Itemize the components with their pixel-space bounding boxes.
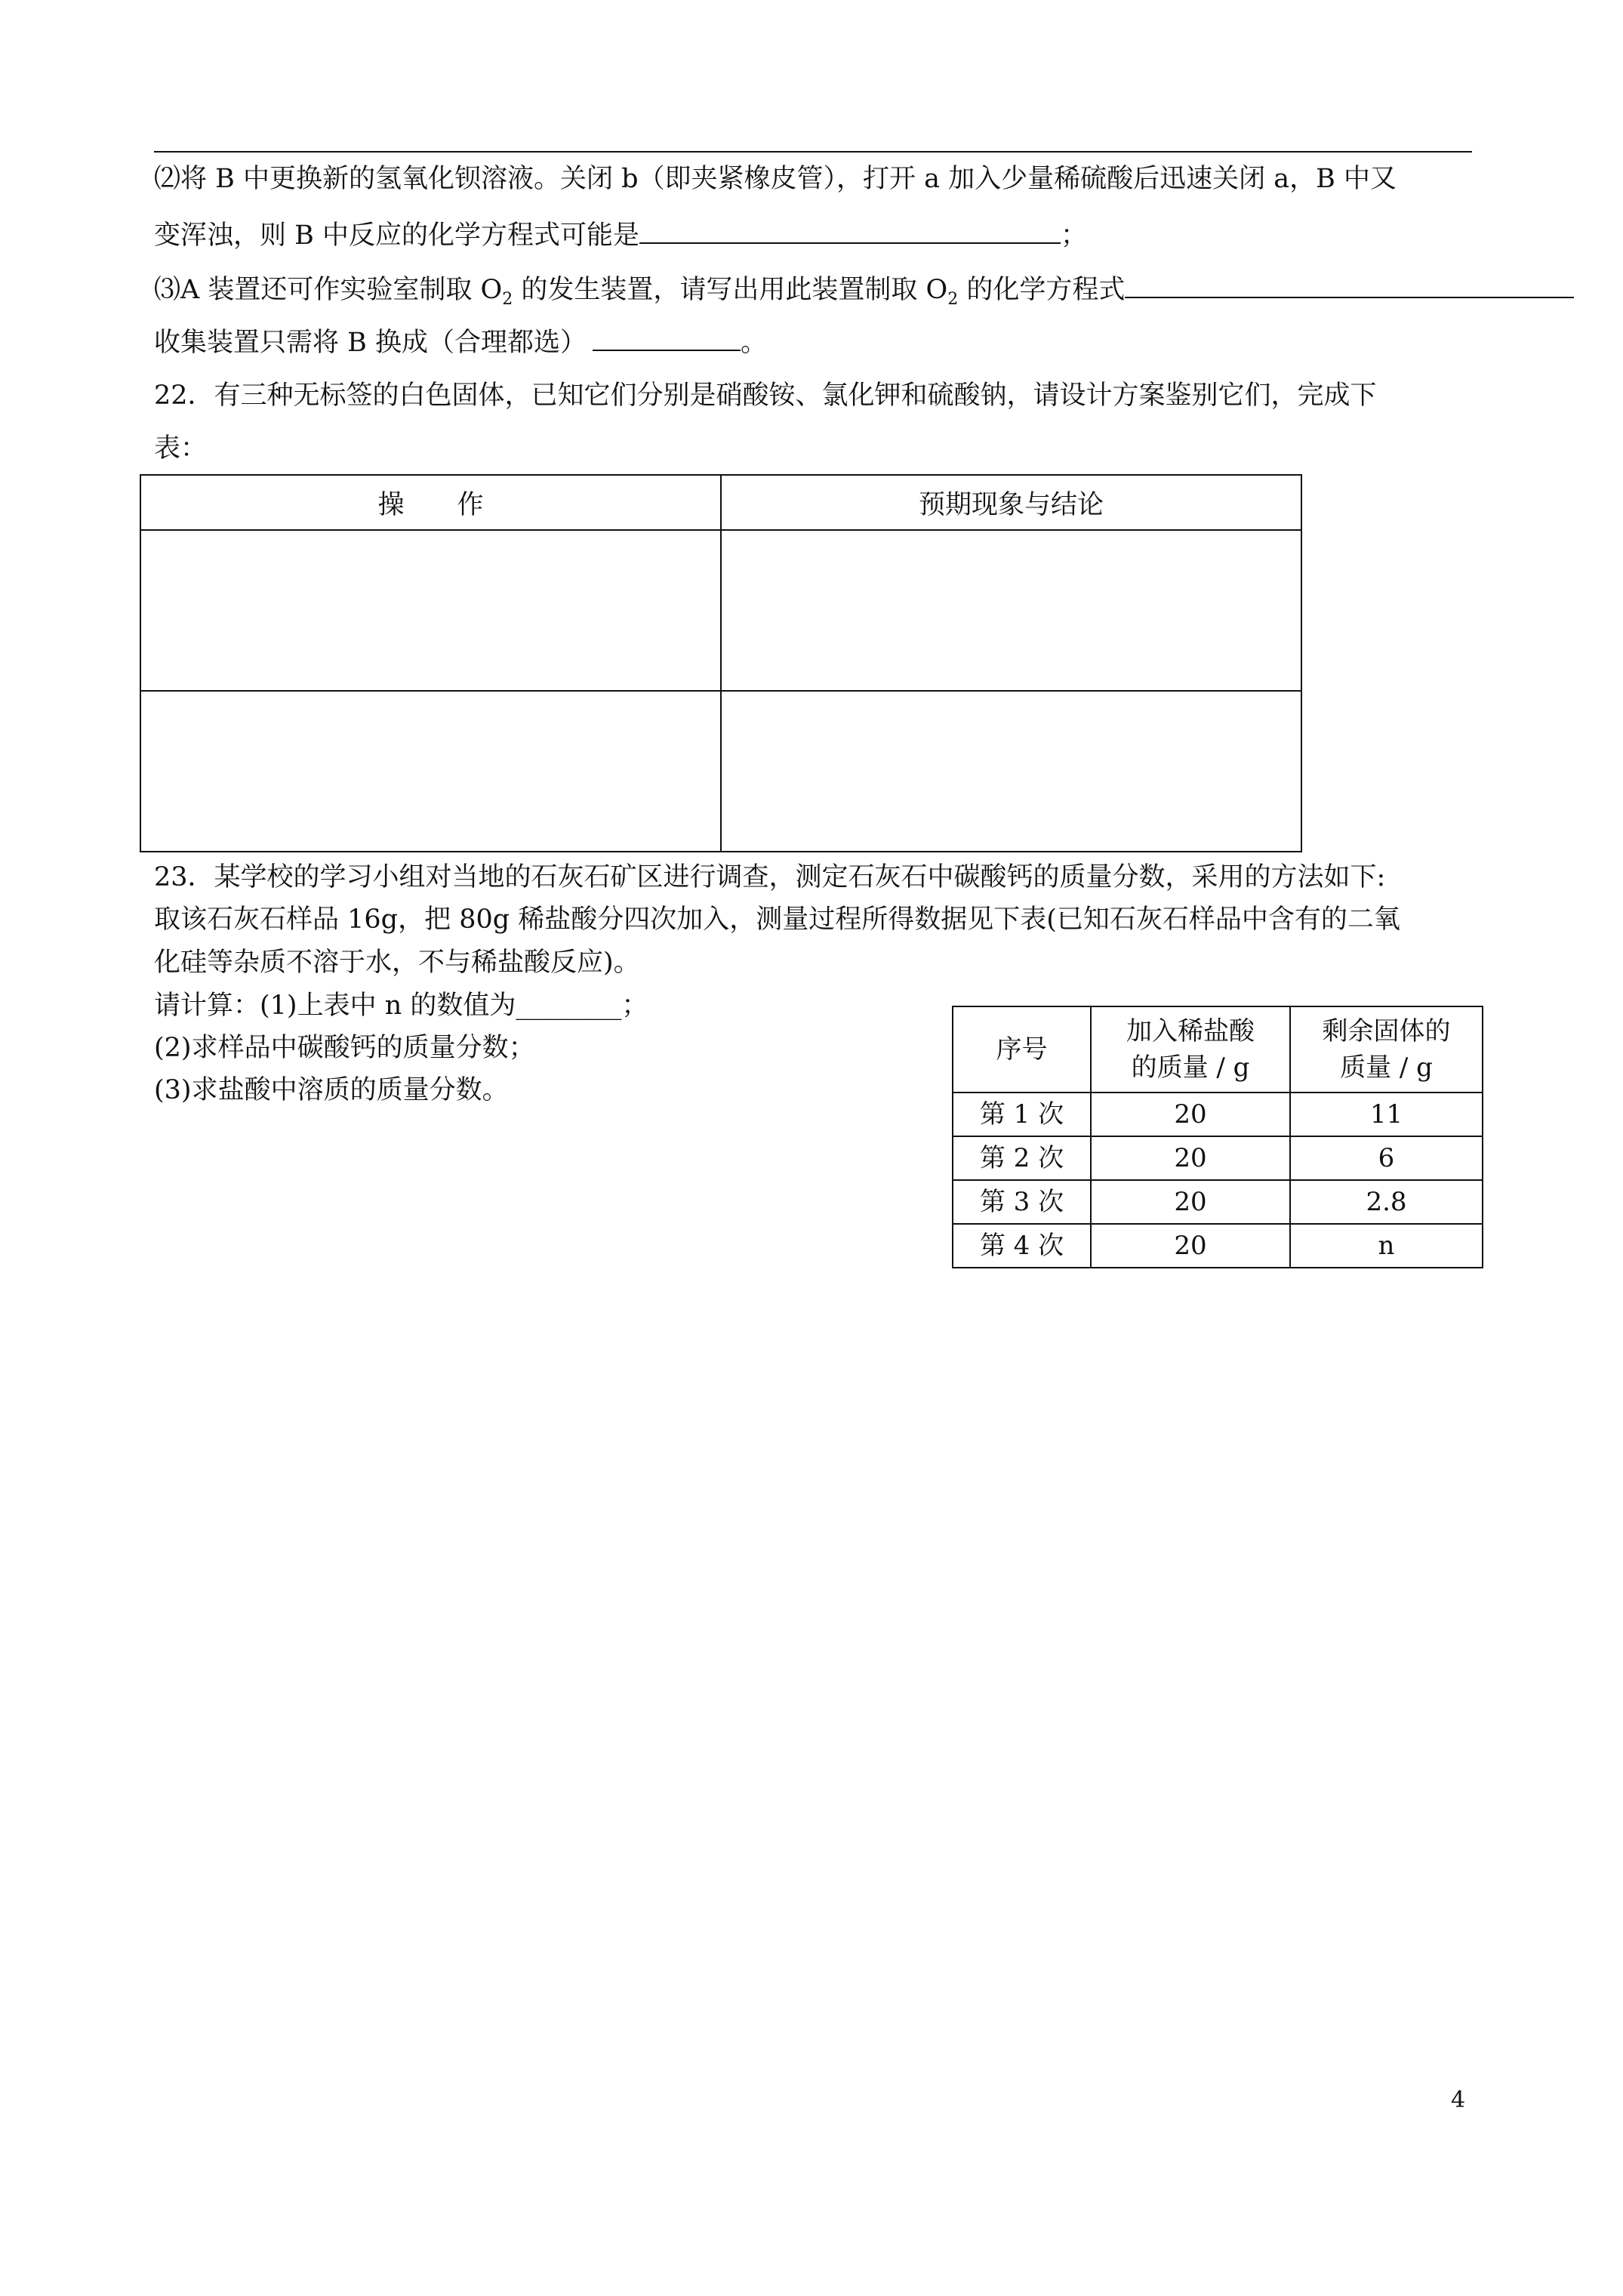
q23-row-index: 第 1 次	[953, 1093, 1091, 1136]
answer-blank-equation[interactable]	[639, 220, 1061, 244]
q23-ask2: (2)求样品中碳酸钙的质量分数；	[154, 1033, 535, 1063]
q23-row-acid: 20	[1091, 1180, 1290, 1224]
q21-part3-a: ⑶A 装置还可作实验室制取 O	[154, 275, 503, 305]
q21-part3-b: 的发生装置，请写出用此装置制取 O	[513, 275, 948, 305]
page-number: 4	[1451, 2087, 1466, 2113]
q21-part3-line2	[154, 326, 767, 359]
q21-part3-line2-text: 收集装置只需将 B 换成（合理都选）	[154, 328, 587, 358]
q21-part3-end: 。	[740, 328, 767, 358]
q22-line2: 表：	[154, 433, 208, 464]
q23-row-acid: 20	[1091, 1093, 1290, 1136]
q22-cell-operation-2[interactable]	[140, 691, 721, 852]
q22-col-operation: 操 作	[140, 475, 721, 530]
q23-row-solid: 6	[1290, 1136, 1483, 1180]
q22-cell-operation-1[interactable]	[140, 530, 721, 691]
q21-part2-end: ；	[1060, 220, 1087, 251]
q23-row-solid: 11	[1290, 1093, 1483, 1136]
q23-line2: 取该石灰石样品 16g，把 80g 稀盐酸分四次加入，测量过程所得数据见下表(已知石灰石样品中含有的二氧	[154, 905, 1400, 935]
q23-row-solid: n	[1290, 1224, 1483, 1268]
q23-header-index: 序号	[953, 1006, 1091, 1093]
q23-header-acid-line2: 的质量 / g	[1131, 1052, 1250, 1083]
q21-part3-line1	[154, 273, 1574, 316]
q23-ask1: 请计算：(1)上表中 n 的数值为________；	[154, 991, 648, 1021]
answer-blank-o2-equation[interactable]	[1125, 274, 1574, 298]
o2-subscript: 2	[947, 290, 959, 309]
q23-header-solid	[1290, 1006, 1483, 1093]
q22-table	[140, 474, 1302, 852]
q23-data-table	[952, 1006, 1483, 1268]
q23-row-index: 第 4 次	[953, 1224, 1091, 1268]
q23-row-acid: 20	[1091, 1136, 1290, 1180]
q23-header-acid	[1091, 1006, 1290, 1093]
o2-subscript: 2	[502, 290, 513, 309]
table-row	[953, 1136, 1483, 1180]
q22-cell-result-1[interactable]	[721, 530, 1301, 691]
q21-part2-line1: ⑵将 B 中更换新的氢氧化钡溶液。关闭 b（即夹紧橡皮管），打开 a 加入少量稀硫酸后迅速关闭 a，B 中又	[154, 164, 1397, 194]
table-row	[953, 1224, 1483, 1268]
q21-part2-line2	[154, 219, 1087, 252]
answer-blank-collector[interactable]	[593, 327, 741, 351]
q23-line1: 23．某学校的学习小组对当地的石灰石矿区进行调查，测定石灰石中碳酸钙的质量分数，采用的方法如下:	[154, 862, 1386, 892]
table-row	[953, 1093, 1483, 1136]
table-row	[953, 1180, 1483, 1224]
q23-row-index: 第 3 次	[953, 1180, 1091, 1224]
q21-part2-text: 变浑浊，则 B 中反应的化学方程式可能是	[154, 220, 639, 251]
q23-header-solid-line1: 剩余固体的	[1322, 1016, 1451, 1046]
q23-ask3: (3)求盐酸中溶质的质量分数。	[154, 1075, 509, 1105]
q22-col-result: 预期现象与结论	[721, 475, 1301, 530]
q23-row-index: 第 2 次	[953, 1136, 1091, 1180]
q22-cell-result-2[interactable]	[721, 691, 1301, 852]
q23-header-acid-line1: 加入稀盐酸	[1126, 1016, 1255, 1046]
q22-line1: 22．有三种无标签的白色固体，已知它们分别是硝酸铵、氯化钾和硫酸钠，请设计方案鉴别它们，完成下	[154, 381, 1377, 411]
q23-line3: 化硅等杂质不溶于水，不与稀盐酸反应)。	[154, 948, 640, 978]
header-rule	[154, 151, 1472, 153]
q21-part3-c: 的化学方程式	[958, 275, 1126, 305]
q23-row-acid: 20	[1091, 1224, 1290, 1268]
q23-header-solid-line2: 质量 / g	[1340, 1052, 1433, 1083]
q23-row-solid: 2.8	[1290, 1180, 1483, 1224]
